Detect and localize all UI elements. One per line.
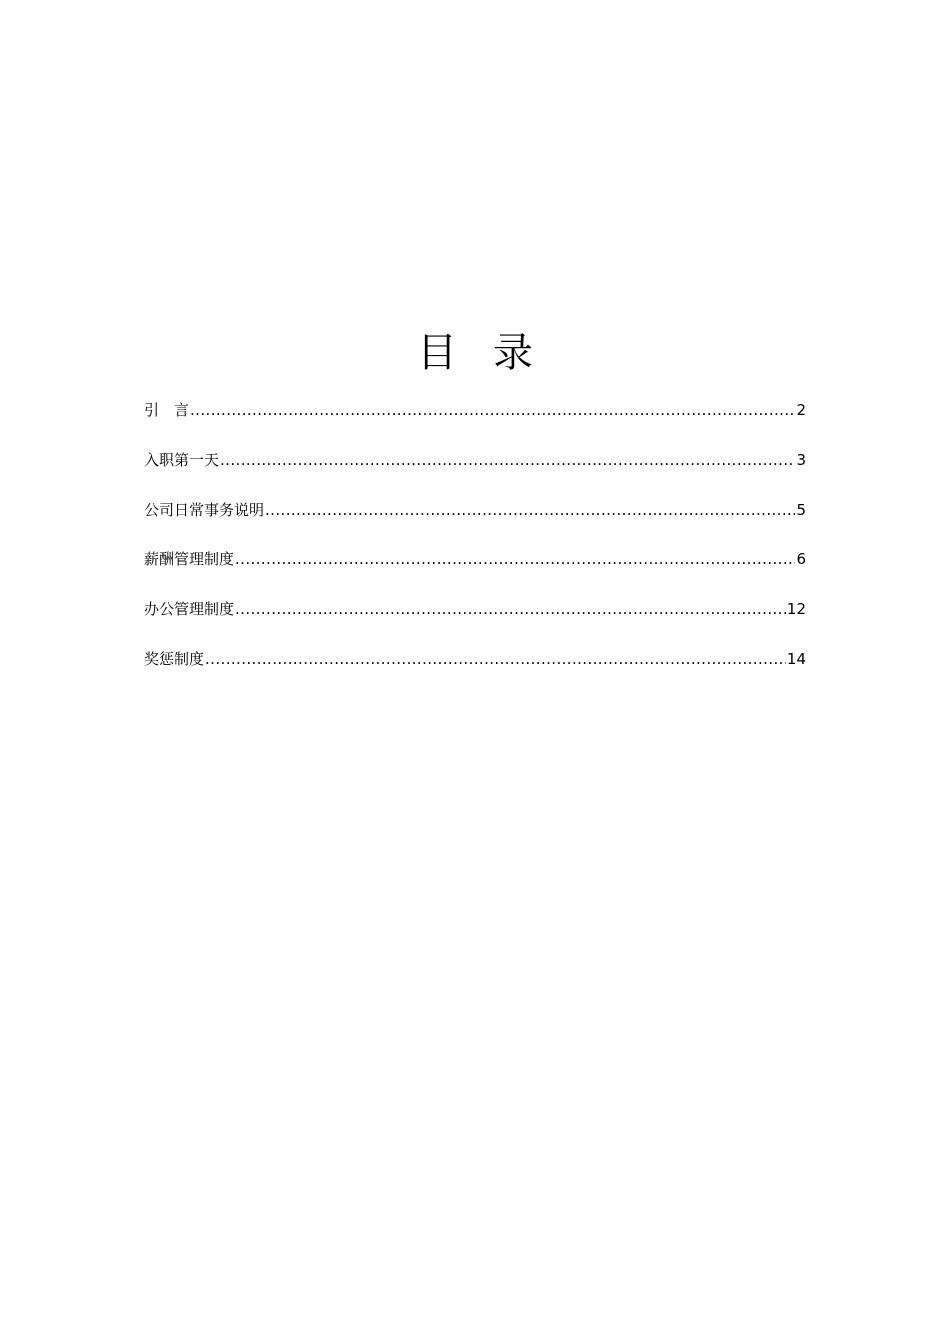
toc-dot-leader [265, 498, 795, 522]
toc-dot-leader [235, 547, 795, 571]
toc-entry-label: 薪酬管理制度 [144, 550, 235, 569]
toc-entry-label: 公司日常事务说明 [144, 500, 265, 519]
toc-entry-label: 入职第一天 [144, 450, 220, 469]
toc-page-number: 3 [796, 450, 806, 469]
toc-entry-label: 奖惩制度 [144, 649, 205, 668]
toc-page-number: 12 [786, 600, 806, 619]
toc-entry-label: 办公管理制度 [144, 600, 235, 619]
toc-dot-leader [220, 448, 795, 472]
toc-entry[interactable] [144, 398, 806, 422]
toc-entry[interactable] [144, 597, 806, 621]
toc-dot-leader [235, 597, 786, 621]
toc-page-number: 14 [786, 649, 806, 668]
toc-page-number: 5 [796, 500, 806, 519]
toc-entry[interactable] [144, 547, 806, 571]
toc-entry[interactable] [144, 498, 806, 522]
toc-title: 目录 [417, 329, 569, 376]
toc-dot-leader [205, 647, 786, 671]
toc-entry-label: 引 言 [144, 401, 190, 419]
toc-entry[interactable] [144, 647, 806, 671]
toc-page-number: 6 [796, 550, 806, 569]
toc-dot-leader [190, 398, 795, 422]
toc-entry[interactable] [144, 448, 806, 472]
toc-page-number: 2 [796, 401, 806, 419]
toc-list [144, 398, 806, 697]
